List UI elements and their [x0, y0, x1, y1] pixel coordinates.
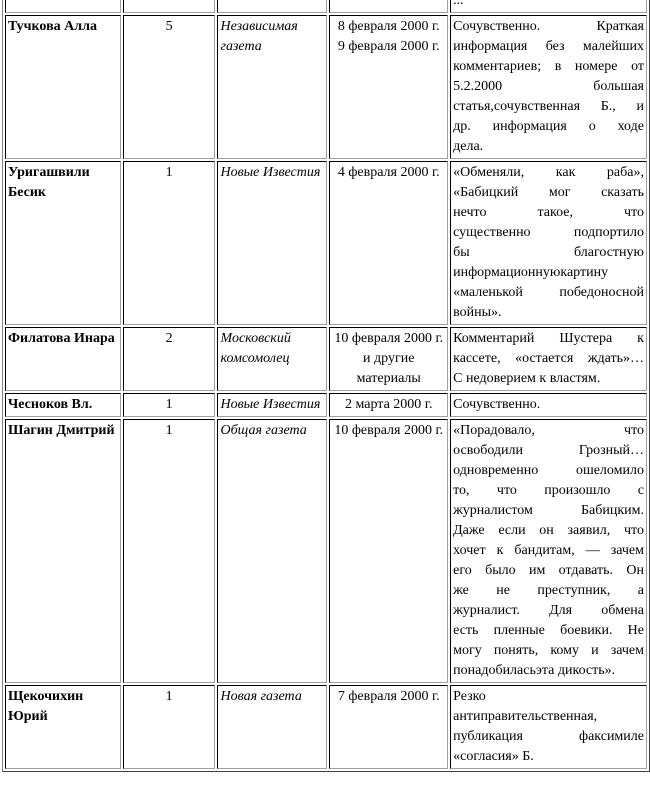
assessment-text-line: бы благостную [453, 245, 644, 260]
assessment-text-line: одновременно ошеломило [453, 463, 644, 478]
newspaper-cell [217, 0, 327, 13]
publication-date: 9 февраля 2000 г. [337, 39, 440, 54]
date-cell [329, 327, 448, 391]
table-row [5, 161, 647, 325]
assessment-text-line: хочет к бандитам, — зачем [453, 543, 644, 558]
journalist-name-cell: Тучкова Алла [5, 15, 121, 159]
newspaper-cell: Независимая газета [217, 15, 327, 159]
newspaper-cell: Новые Известия [217, 161, 327, 325]
publication-count-cell: 1 [123, 419, 216, 683]
publication-date: 10 февраля 2000 г. [334, 423, 444, 438]
assessment-text-line: есть пленные боевики. Не [453, 623, 644, 638]
newspaper-cell: Московский комсомолец [217, 327, 327, 391]
assessment-text-line: др. информация о ходе [453, 119, 644, 134]
table-row [5, 393, 647, 417]
date-cell [329, 685, 448, 769]
assessment-text-line: Сочувственно. Краткая [453, 19, 644, 34]
assessment-text-line: могу понять, кому и зачем [453, 643, 644, 658]
assessment-text-line: же не преступник, а [453, 583, 644, 598]
publication-date: 2 марта 2000 г. [345, 397, 433, 412]
assessment-cell [450, 419, 647, 683]
assessment-text-line: информация без малейших [453, 39, 644, 54]
assessment-text-line: С недоверием к властям. [453, 371, 601, 386]
date-cell [329, 419, 448, 683]
assessment-cell [450, 0, 647, 13]
assessment-text-line: Сочувственно. [453, 397, 541, 412]
date-cell [329, 0, 448, 13]
document-page [2, 0, 650, 772]
publication-date: 7 февраля 2000 г. [337, 689, 440, 704]
newspaper-cell: Общая газета [217, 419, 327, 683]
assessment-text-line: ... [453, 0, 464, 8]
newspaper-cell: Новая газета [217, 685, 327, 769]
assessment-cell [450, 685, 647, 769]
assessment-cell [450, 15, 647, 159]
assessment-text-line: то, что произошло с [453, 483, 644, 498]
assessment-text-line: 5.2.2000 большая [453, 79, 644, 94]
table-row [5, 15, 647, 159]
journalist-name-cell: Чесноков Вл. [5, 393, 121, 417]
assessment-text-line: антиправительственная, [453, 709, 598, 724]
assessment-text-line: «Бабицкий мог сказать [453, 185, 644, 200]
journalist-name-cell: Шагин Дмитрий [5, 419, 121, 683]
assessment-text-line: Резко [453, 689, 486, 704]
assessment-text-line: понадобиласьэта дикость». [453, 663, 616, 678]
publication-count-cell: 5 [123, 15, 216, 159]
assessment-text-line: освободили Грозный… [453, 443, 644, 458]
assessment-text-line: существенно подпортило [453, 225, 644, 240]
publication-count-cell [123, 0, 216, 13]
date-cell [329, 393, 448, 417]
table-body [5, 0, 647, 769]
journalist-name-cell: Уригашвили Бесик [5, 161, 121, 325]
table-row [5, 419, 647, 683]
table-row [5, 327, 647, 391]
journalist-name-cell: Щекочихин Юрий [5, 685, 121, 769]
assessment-text-line: «согласия» Б. [453, 749, 534, 764]
assessment-text-line: Даже если он заявил, что [453, 523, 644, 538]
table-row [5, 685, 647, 769]
assessment-text-line: комментариев; в номере от [453, 59, 644, 74]
journalist-name-cell: Филатова Инара [5, 327, 121, 391]
newspaper-cell: Новые Известия [217, 393, 327, 417]
assessment-text-line: войны». [453, 305, 502, 320]
publication-count-cell: 1 [123, 393, 216, 417]
publication-date: 4 февраля 2000 г. [337, 165, 440, 180]
assessment-text-line: информационнуюкартину [453, 265, 609, 280]
press-review-table [2, 0, 650, 772]
assessment-text-line: публикация факсимиле [453, 729, 644, 744]
publication-count-cell: 1 [123, 161, 216, 325]
assessment-text-line: «Порадовало, что [453, 423, 644, 438]
journalist-name-cell [5, 0, 121, 13]
assessment-cell [450, 393, 647, 417]
assessment-text-line: статья,сочувственная Б., и [453, 99, 644, 114]
publication-count-cell: 1 [123, 685, 216, 769]
date-cell [329, 161, 448, 325]
assessment-text-line: кассете, «остается ждать»… [453, 351, 644, 366]
assessment-text-line: «Обменяли, как раба», [453, 165, 644, 180]
assessment-cell [450, 161, 647, 325]
publication-date: 8 февраля 2000 г. [337, 19, 440, 34]
publication-count-cell: 2 [123, 327, 216, 391]
table-row [5, 0, 647, 13]
date-cell [329, 15, 448, 159]
assessment-text-line: Комментарий Шустера к [453, 331, 644, 346]
assessment-text-line: «маленькой победоносной [453, 285, 644, 300]
publication-date: 10 февраля 2000 г. и другие материалы [334, 331, 444, 386]
assessment-text-line: нечто такое, что [453, 205, 644, 220]
assessment-cell [450, 327, 647, 391]
assessment-text-line: его было им отдавать. Он [453, 563, 644, 578]
assessment-text-line: журналистом Бабицким. [453, 503, 644, 518]
assessment-text-line: журналист. Для обмена [453, 603, 644, 618]
assessment-text-line: дела. [453, 139, 484, 154]
